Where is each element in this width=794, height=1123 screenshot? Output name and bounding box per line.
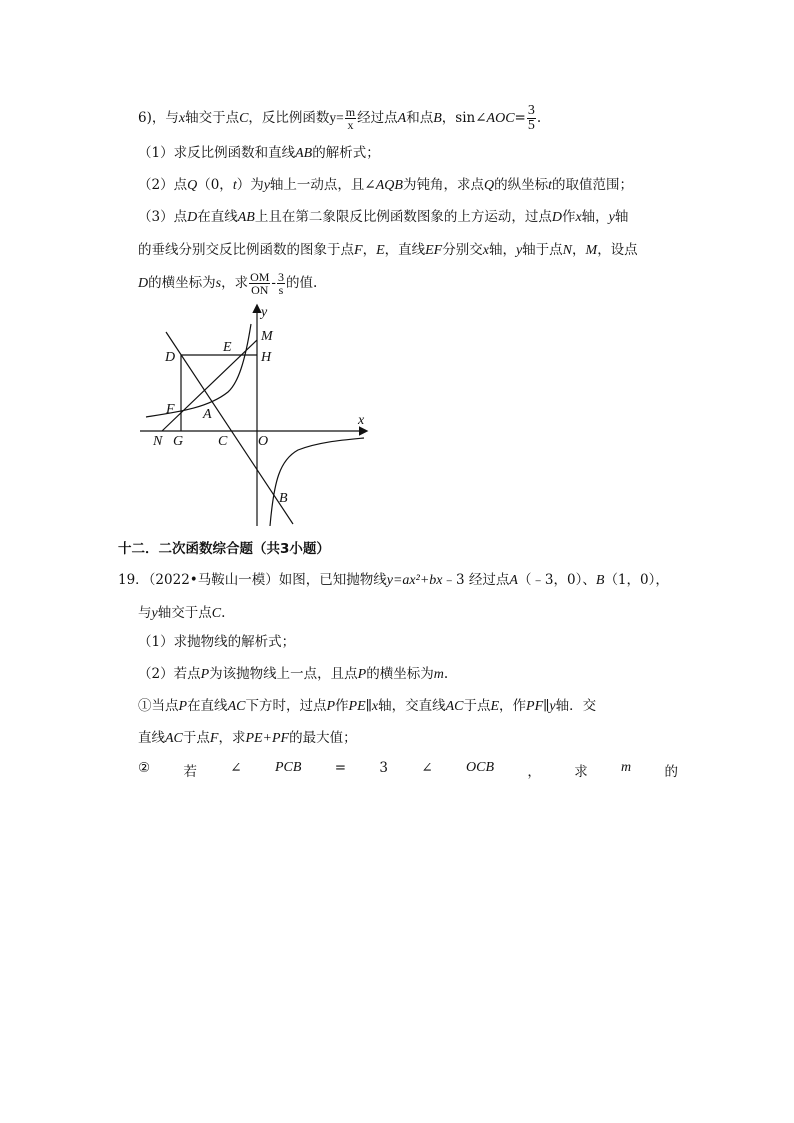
- var: P: [357, 667, 367, 682]
- q19-case2-line: [138, 760, 678, 780]
- text: y=: [329, 110, 344, 125]
- text: 的解析式；: [312, 145, 380, 161]
- numerator: 3: [527, 103, 535, 118]
- text: 的最大值；: [289, 730, 357, 746]
- text: 轴上一动点，且∠: [269, 177, 376, 193]
- numerator: OM: [250, 270, 270, 284]
- var: EF: [425, 243, 443, 258]
- var: F: [354, 243, 363, 258]
- var: AC: [227, 699, 246, 714]
- angle-symbol: ∠: [230, 760, 242, 776]
- var: D: [551, 210, 562, 225]
- text: （1，0），: [604, 572, 669, 588]
- var: C: [239, 111, 249, 126]
- var: B: [595, 573, 605, 588]
- equals: =: [334, 760, 347, 776]
- text: ①当点: [138, 698, 179, 714]
- var: P: [200, 667, 210, 682]
- q19-part1: （1）求抛物线的解析式；: [138, 634, 296, 650]
- text: 为钝角，求点: [402, 177, 484, 193]
- angle-symbol: ∠: [421, 760, 433, 776]
- var: P: [178, 699, 188, 714]
- text: ，反比例函数: [248, 110, 330, 126]
- text: ，直线: [384, 242, 426, 258]
- var: M: [585, 243, 598, 258]
- var: N: [562, 243, 573, 258]
- var: P: [326, 699, 336, 714]
- var: D: [187, 210, 198, 225]
- numerator: m: [345, 105, 356, 119]
- var: x: [371, 699, 379, 714]
- q19-line1: [118, 570, 669, 591]
- text: ，: [362, 242, 377, 258]
- curve-left-branch: [146, 324, 251, 417]
- text: （2）若点: [138, 666, 201, 682]
- text: .: [536, 110, 542, 126]
- label-d: D: [165, 350, 176, 365]
- text: 轴，: [488, 242, 516, 258]
- text: 6)，与: [138, 110, 179, 126]
- text: （﹣3，0）、: [517, 572, 596, 588]
- text: 分别交: [442, 242, 483, 258]
- text: 在直线: [187, 698, 228, 714]
- text: （1）求反比例函数和直线: [138, 145, 296, 161]
- q18-part1: [138, 143, 380, 164]
- text: .: [443, 666, 449, 682]
- text: 作: [561, 209, 576, 225]
- label-y: y: [261, 305, 268, 320]
- var: D: [138, 276, 149, 291]
- var: t: [232, 178, 237, 193]
- text: 轴: [614, 209, 629, 225]
- text: .: [221, 605, 226, 621]
- denominator: 5: [527, 118, 535, 133]
- text: 在直线: [197, 209, 238, 225]
- var: m: [621, 760, 632, 775]
- equation: y=ax²+bx: [386, 573, 443, 588]
- var: y: [151, 606, 158, 621]
- text: （2）点: [138, 177, 188, 193]
- label-e: E: [223, 340, 232, 355]
- text: 的取值范围；: [551, 177, 633, 193]
- text: 轴于点: [522, 242, 563, 258]
- q18-figure: [138, 300, 378, 530]
- fraction-om-over-on: [249, 271, 270, 296]
- q18-part2: [138, 175, 633, 196]
- var: PF: [526, 699, 544, 714]
- fraction-m-over-x: [345, 106, 356, 131]
- label-o: O: [258, 434, 269, 449]
- var: A: [397, 111, 407, 126]
- text: 轴，: [581, 209, 609, 225]
- q18-part3-line1: [138, 207, 628, 228]
- var: t: [548, 178, 552, 193]
- text: 轴交于点: [157, 605, 212, 621]
- text: 的: [664, 764, 678, 780]
- var: AB: [295, 146, 313, 161]
- text: ∥: [543, 698, 550, 714]
- var: x: [575, 210, 582, 225]
- text: 经过点: [357, 110, 398, 126]
- text: 的横坐标为: [148, 275, 216, 291]
- var: AC: [165, 731, 183, 746]
- section-heading: 十二．二次函数综合题（共3小题）: [118, 541, 330, 557]
- text: ，sin∠: [441, 110, 487, 126]
- q19-part2: [138, 664, 448, 685]
- var: AB: [237, 210, 255, 225]
- text: 和点: [406, 110, 434, 126]
- text: 的垂线分别交反比例函数的图象于点: [138, 242, 354, 258]
- var: y: [515, 243, 523, 258]
- fraction-3-over-5: [527, 104, 536, 133]
- text: 求: [574, 764, 588, 780]
- label-x: x: [358, 413, 365, 428]
- var: y: [263, 178, 270, 193]
- var: AC: [445, 699, 464, 714]
- text: 直线: [138, 730, 165, 746]
- text: 的纵坐标: [494, 177, 549, 193]
- denominator: s: [278, 283, 284, 297]
- label-b: B: [279, 491, 288, 506]
- text: ﹣3 经过点: [442, 572, 510, 588]
- text: 下方时，过点: [245, 698, 327, 714]
- text: ，设点: [597, 242, 638, 258]
- circled-2: ②: [138, 760, 151, 776]
- var: x: [178, 111, 186, 126]
- var: F: [209, 731, 219, 746]
- q19-line2: [138, 603, 225, 624]
- text: ）为: [236, 177, 264, 193]
- q18-part3-line2: [138, 240, 638, 261]
- var: m: [433, 667, 444, 682]
- var: Q: [483, 178, 495, 193]
- numerator: 3: [277, 270, 284, 284]
- label-h: H: [261, 350, 272, 365]
- text: -: [271, 275, 276, 291]
- text: （3）点: [138, 209, 188, 225]
- curve-right-branch: [270, 438, 364, 526]
- text: ∥: [365, 698, 372, 714]
- denominator: x: [347, 118, 354, 132]
- text: 于点: [182, 730, 210, 746]
- var: E: [490, 699, 500, 714]
- text: 轴．交: [555, 698, 597, 714]
- q19-case1-line1: [138, 696, 596, 717]
- var: AOC: [486, 111, 515, 126]
- label-f: F: [166, 402, 175, 417]
- number: 3: [379, 760, 388, 776]
- var: B: [433, 111, 442, 126]
- text: 上且在第二象限反比例函数图象的上方运动，过点: [254, 209, 552, 225]
- text: 作: [335, 698, 349, 714]
- label-m: M: [261, 329, 273, 344]
- q18-line1: [138, 104, 541, 133]
- text: 为该抛物线上一点，且点: [209, 666, 358, 682]
- comma: ，: [527, 764, 541, 780]
- text: ，求: [221, 275, 249, 291]
- text: 于点: [463, 698, 491, 714]
- var: AQB: [375, 178, 403, 193]
- text: ，: [572, 242, 586, 258]
- var: y: [549, 699, 556, 714]
- label-c: C: [218, 434, 228, 449]
- var: x: [482, 243, 489, 258]
- text: 19．（2022•马鞍山一模）如图，已知抛物线: [118, 572, 387, 588]
- var: OCB: [466, 760, 494, 775]
- var: s: [215, 276, 222, 291]
- var: PE+PF: [245, 731, 290, 746]
- text: （0，: [197, 177, 233, 193]
- text: =: [514, 110, 526, 126]
- var: PE: [348, 699, 366, 714]
- fraction-3-over-s: [277, 271, 285, 296]
- var: C: [211, 606, 222, 621]
- text: ，求: [218, 730, 246, 746]
- text: 的横坐标为: [366, 666, 434, 682]
- q19-case1-line2: [138, 728, 357, 749]
- label-n: N: [153, 434, 163, 449]
- text: ，作: [499, 698, 527, 714]
- text: 轴，交直线: [378, 698, 446, 714]
- text: 轴交于点: [185, 110, 240, 126]
- text: 与: [138, 605, 152, 621]
- label-a: A: [203, 407, 212, 422]
- var: E: [376, 243, 385, 258]
- var: PCB: [274, 760, 302, 775]
- text: 的值.: [285, 275, 318, 291]
- var: Q: [187, 178, 198, 193]
- var: A: [509, 573, 518, 588]
- var: y: [608, 210, 615, 225]
- label-g: G: [173, 434, 184, 449]
- text: 若: [183, 764, 197, 780]
- q18-part3-line3: [138, 268, 317, 299]
- denominator: ON: [251, 283, 269, 297]
